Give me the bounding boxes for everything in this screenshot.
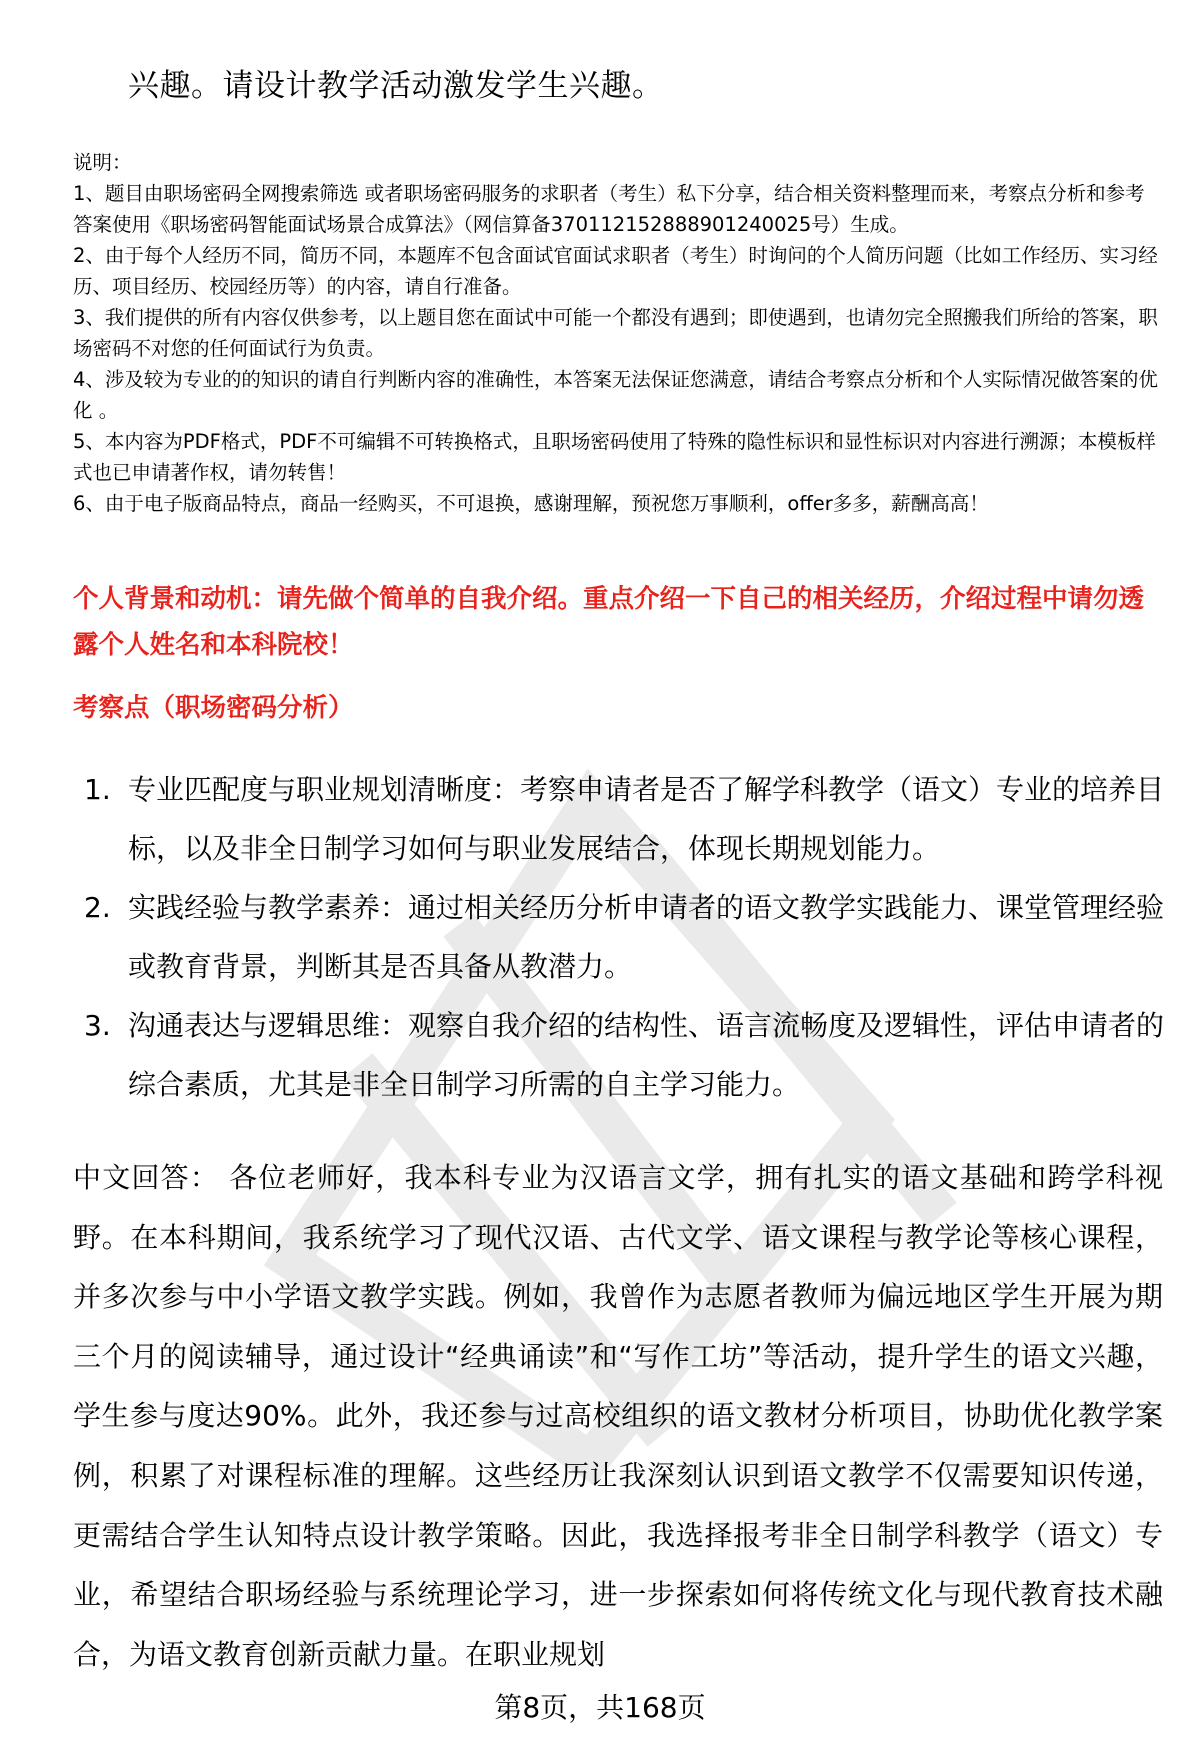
note-item: 3、我们提供的所有内容仅供参考，以上题目您在面试中可能一个都没有遇到；即使遇到，也请勿完全照搬我们所给的答案，职场密码不对您的任何面试行为负责。 (73, 306, 1158, 360)
analysis-points (84, 760, 1164, 1114)
point-number: 3. (84, 1009, 111, 1042)
point-text: 实践经验与教学素养：通过相关经历分析申请者的语文教学实践能力、课堂管理经验或教育背景，判断其是否具备从教潜力。 (128, 891, 1165, 983)
question-tail: 兴趣。请设计教学活动激发学生兴趣。 (128, 68, 664, 104)
point-text: 沟通表达与逻辑思维：观察自我介绍的结构性、语言流畅度及逻辑性，评估申请者的综合素质，尤其是非全日制学习所需的自主学习能力。 (128, 1009, 1165, 1101)
chinese-answer: 中文回答： 各位老师好，我本科专业为汉语言文学，拥有扎实的语文基础和跨学科视野。在本科期间，我系统学习了现代汉语、古代文学、语文课程与教学论等核心课程，并多次参与中小学语文教学实践。例如，我曾作为志愿者教师为偏远地区学生开展为期三个月的阅读辅导，通过设计“经典诵读”和“写作工坊”等活动，提升学生的语文兴趣，学生参与度达90%。此外，我还参与过高校组织的语文教材分析项目，协助优化教学案例，积累了对课程标准的理解。这些经历让我深刻认识到语文教学不仅需要知识传递，更需结合学生认知特点设计教学策略。因此，我选择报考非全日制学科教学（语文）专业，希望结合职场经验与系统理论学习，进一步探索如何将传统文化与现代教育技术融合，为语文教育创新贡献力量。在职业规划 (73, 1161, 1163, 1671)
notes-section (73, 147, 1158, 519)
note-item: 1、题目由职场密码全网搜索筛选 或者职场密码服务的求职者（考生）私下分享，结合相关资料整理而来，考察点分析和参考答案使用《职场密码智能面试场景合成算法》（网信算备370112152888901240025号）生成。 (73, 182, 1145, 236)
note-item: 4、涉及较为专业的的知识的请自行判断内容的准确性，本答案无法保证您满意，请结合考察点分析和个人实际情况做答案的优化 。 (73, 368, 1158, 422)
point-number: 2. (84, 891, 111, 924)
analysis-point (84, 996, 1164, 1114)
analysis-point (84, 878, 1164, 996)
note-item: 5、本内容为PDF格式，PDF不可编辑不可转换格式，且职场密码使用了特殊的隐性标识和显性标识对内容进行溯源；本模板样式也已申请著作权，请勿转售！ (73, 430, 1156, 484)
note-item: 2、由于每个人经历不同，简历不同，本题库不包含面试官面试求职者（考生）时询问的个人简历问题（比如工作经历、实习经历、项目经历、校园经历等）的内容，请自行准备。 (73, 244, 1158, 298)
analysis-point (84, 760, 1164, 878)
point-text: 专业匹配度与职业规划清晰度：考察申请者是否了解学科教学（语文）专业的培养目标，以及非全日制学习如何与职业发展结合，体现长期规划能力。 (128, 773, 1165, 865)
point-number: 1. (84, 773, 111, 806)
interview-question: 个人背景和动机：请先做个简单的自我介绍。重点介绍一下自己的相关经历，介绍过程中请勿透露个人姓名和本科院校！ (73, 584, 1145, 660)
page-number: 第8页，共168页 (494, 1691, 706, 1724)
notes-title: 说明： (73, 151, 132, 174)
note-item: 6、由于电子版商品特点，商品一经购买，不可退换，感谢理解，预祝您万事顺利，offer多多，薪酬高高！ (73, 492, 989, 515)
analysis-heading: 考察点（职场密码分析） (73, 693, 354, 723)
